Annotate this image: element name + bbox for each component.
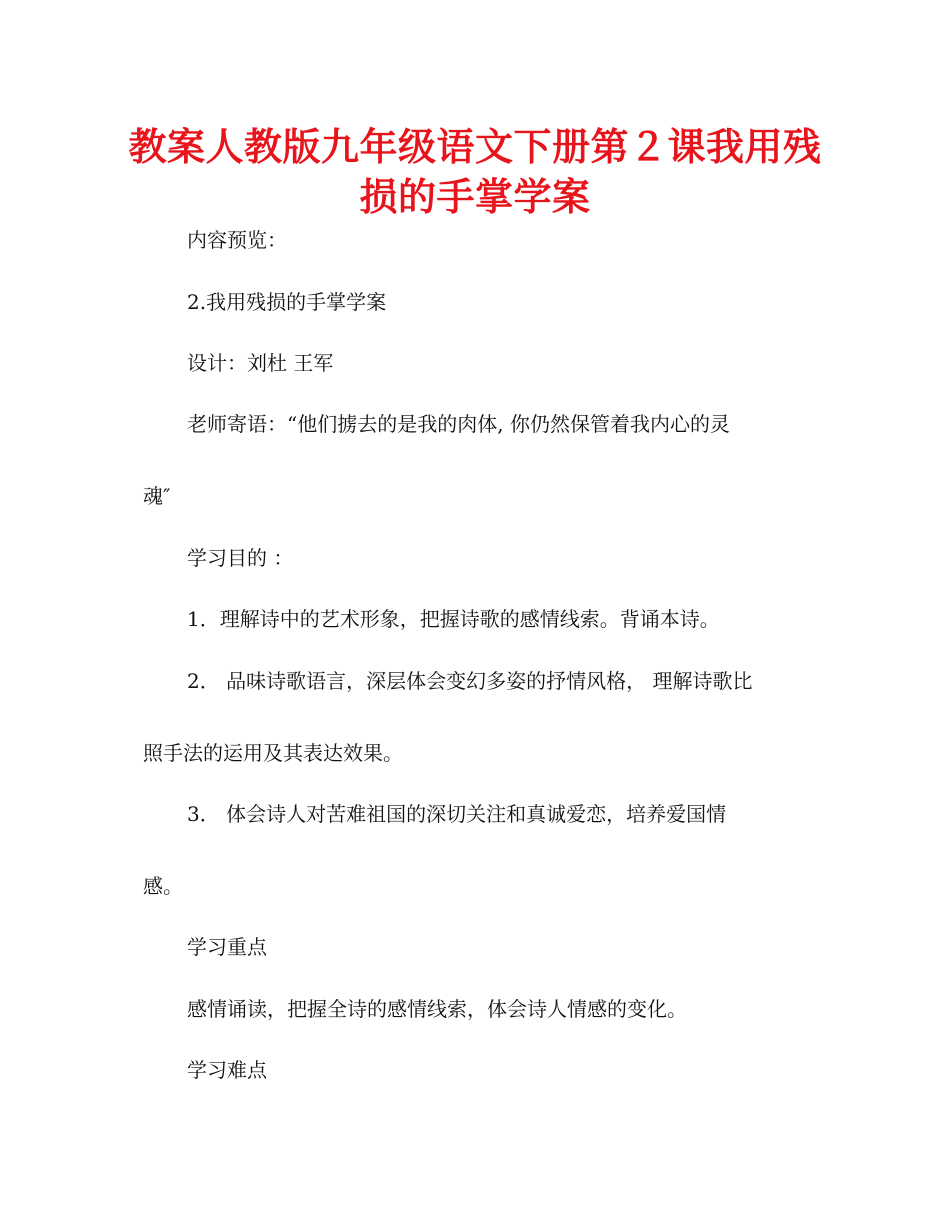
paragraph-designers: 设计：刘杜 王军	[187, 351, 334, 375]
goal-item-3-continued: 感。	[143, 874, 183, 898]
paragraph-key-points: 感情诵读，把握全诗的感情线索，体会诗人情感的变化。	[187, 997, 687, 1021]
paragraph-lesson-title: 2.我用残损的手掌学案	[187, 290, 387, 314]
goal-item-2: 2． 品味诗歌语言，深层体会变幻多姿的抒情风格， 理解诗歌比	[187, 669, 753, 693]
goal-item-1: 1．理解诗中的艺术形象，把握诗歌的感情线索。背诵本诗。	[187, 607, 720, 631]
paragraph-teacher-message-continued: 魂″	[143, 484, 171, 508]
goal-item-2-continued: 照手法的运用及其表达效果。	[143, 741, 403, 765]
paragraph-teacher-message: 老师寄语：“他们掳去的是我的肉体, 你仍然保管着我内心的灵	[187, 412, 730, 436]
title-line-2: 损的手掌学案	[359, 175, 591, 219]
heading-difficult-points: 学习难点	[187, 1058, 267, 1082]
goal-item-3: 3． 体会诗人对苦难祖国的深切关注和真诚爱恋，培养爱国情	[187, 802, 727, 826]
document-title	[120, 122, 830, 222]
title-line-1: 教案人教版九年级语文下册第２课我用残	[128, 125, 822, 169]
heading-key-points: 学习重点	[187, 935, 267, 959]
paragraph-content-preview: 内容预览：	[187, 228, 287, 252]
heading-learning-goals: 学习目的 ：	[187, 546, 294, 570]
